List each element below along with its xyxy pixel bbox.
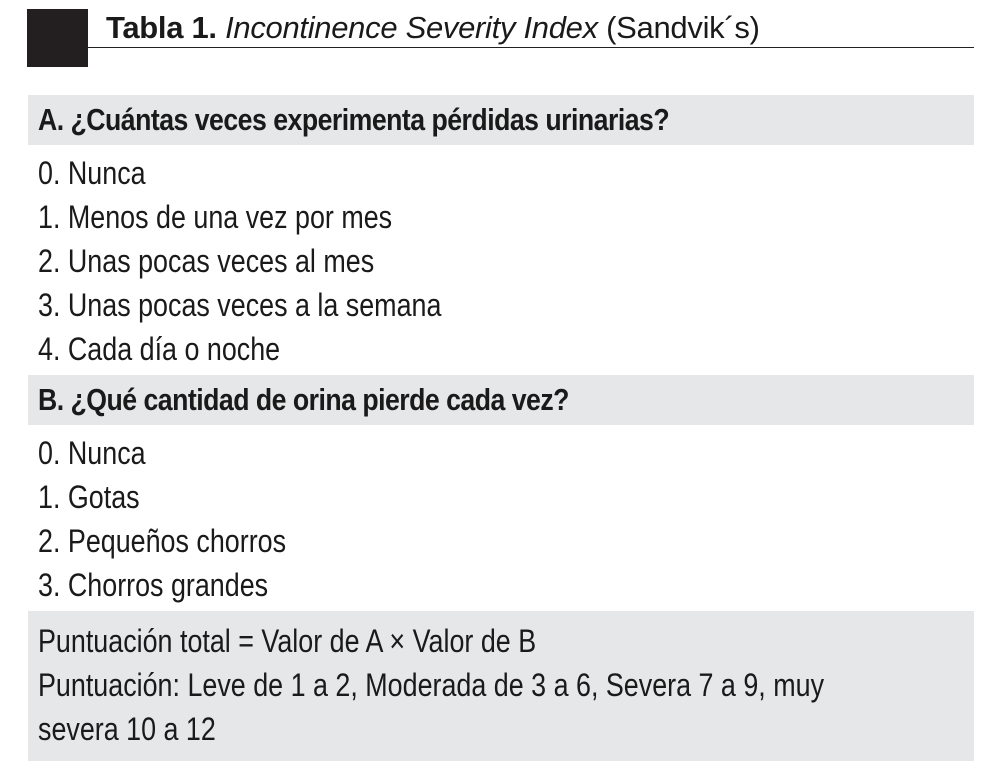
option-text: 2. Pequeños chorros <box>38 523 287 559</box>
option-text: 1. Gotas <box>38 479 140 515</box>
section-b-option-3 <box>28 563 974 607</box>
table-source: (Sandvik´s) <box>606 10 760 45</box>
score-ranges-text-2: severa 10 a 12 <box>38 711 216 747</box>
option-text: 4. Cada día o noche <box>38 331 281 367</box>
section-a-option-4 <box>28 327 974 371</box>
section-b-option-0 <box>28 431 974 475</box>
section-a-option-0 <box>28 151 974 195</box>
option-text: 1. Menos de una vez por mes <box>38 199 393 235</box>
table-title <box>106 8 760 48</box>
table-label: Tabla 1. <box>106 10 217 45</box>
section-a-question-text: A. ¿Cuántas veces experimenta pérdidas urinarias? <box>38 102 670 137</box>
scoring-footer <box>28 611 974 761</box>
severity-table <box>28 95 974 761</box>
section-a-options <box>28 145 974 375</box>
section-b-option-2 <box>28 519 974 563</box>
section-a-option-2 <box>28 239 974 283</box>
section-a-option-3 <box>28 283 974 327</box>
section-a-option-1 <box>28 195 974 239</box>
score-ranges-line-1 <box>38 663 964 707</box>
option-text: 3. Chorros grandes <box>38 567 269 603</box>
section-b-options <box>28 425 974 611</box>
section-b-question-text: B. ¿Qué cantidad de orina pierde cada vez? <box>38 382 569 417</box>
table-name: Incontinence Severity Index <box>225 10 598 45</box>
option-text: 0. Nunca <box>38 435 146 471</box>
section-a-question <box>28 95 974 145</box>
section-b-question <box>28 375 974 425</box>
option-text: 3. Unas pocas veces a la semana <box>38 287 442 323</box>
score-ranges-text-1: Puntuación: Leve de 1 a 2, Moderada de 3 a 6, Severa 7 a 9, muy <box>38 667 825 703</box>
score-formula-text: Puntuación total = Valor de A × Valor de B <box>38 623 537 659</box>
score-formula <box>38 619 964 663</box>
section-b-option-1 <box>28 475 974 519</box>
score-ranges-line-2 <box>38 707 964 751</box>
option-text: 0. Nunca <box>38 155 146 191</box>
title-color-block <box>27 9 88 67</box>
option-text: 2. Unas pocas veces al mes <box>38 243 375 279</box>
